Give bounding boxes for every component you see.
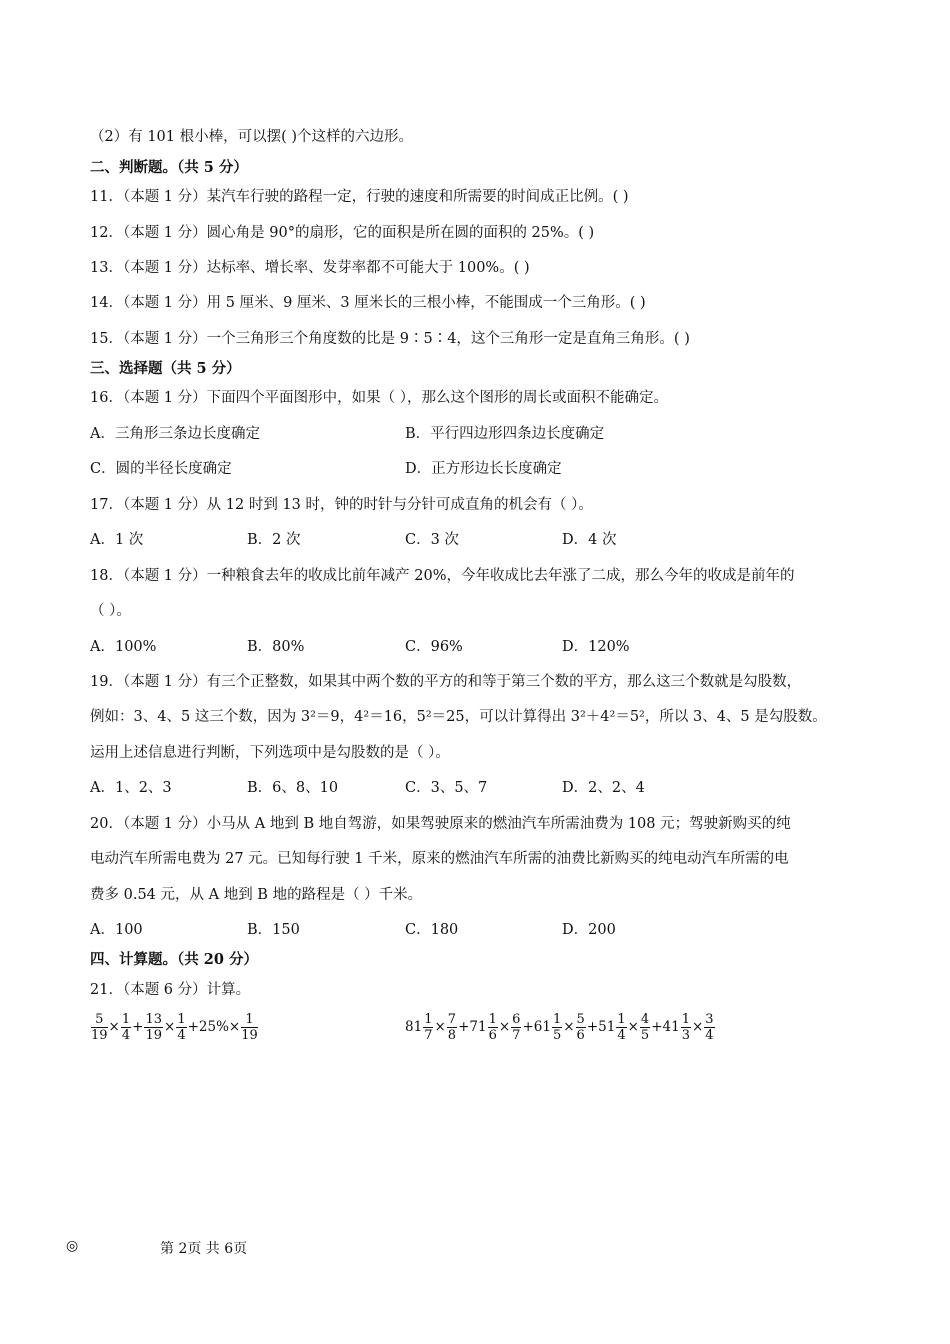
q20-option-a: A．100: [90, 922, 143, 938]
fraction: $\frac{7}{8}$: [447, 1012, 457, 1043]
q19-option-d: D．2、2、4: [562, 780, 645, 796]
q17-option-c: C．3 次: [405, 532, 459, 548]
question-13: 13．（本题 1 分）达标率、增长率、发芽率都不可能大于 100%。( ): [90, 260, 530, 276]
q17-option-b: B．2 次: [247, 532, 301, 548]
question-12: 12．（本题 1 分）圆心角是 90°的扇形，它的面积是所在圆的面积的 25%。( ): [90, 225, 595, 241]
q20-option-b: B．150: [247, 922, 300, 938]
question-21: 21．（本题 6 分）计算。: [90, 982, 251, 998]
fraction: $\frac{13}{19}$: [145, 1012, 162, 1043]
question-17: 17．（本题 1 分）从 12 时到 13 时，钟的时针与分针可成直角的机会有（ ）。: [90, 497, 593, 513]
q18-option-d: D．120%: [562, 639, 630, 655]
q16-option-d: D．正方形边长长度确定: [405, 461, 562, 477]
fraction: $\frac{1}{5}$: [552, 1012, 562, 1043]
question-19-line-2: 例如：3、4、5 这三个数，因为 3²＝9，4²＝16，5²＝25，可以计算得出 3²＋4²＝5²，所以 3、4、5 是勾股数。: [90, 709, 827, 725]
section-2-heading: 二、判断题。（共 5 分）: [90, 159, 248, 176]
fraction: $\frac{1}{7}$: [424, 1012, 433, 1043]
question-18-line-1: 18．（本题 1 分）一种粮食去年的收成比前年减产 20%，今年收成比去年涨了二成，那么今年的收成是前年的: [90, 568, 795, 584]
q17-option-a: A．1 次: [90, 532, 144, 548]
question-20-line-1: 20．（本题 1 分）小马从 A 地到 B 地自驾游，如果驾驶原来的燃油汽车所需油费为 108 元；驾驶新购买的纯: [90, 816, 791, 832]
fraction: $\frac{6}{7}$: [512, 1012, 521, 1043]
question-20-line-2: 电动汽车所需电费为 27 元。已知每行驶 1 千米，原来的燃油汽车所需的油费比新购买的纯电动汽车所需的电: [90, 851, 789, 867]
fraction: $\frac{1}{6}$: [488, 1012, 497, 1043]
footer-symbol: ◎: [66, 1238, 79, 1254]
question-15: 15．（本题 1 分）一个三角形三个角度数的比是 9∶5∶4，这个三角形一定是直角三角形。( ): [90, 331, 690, 347]
fraction: $\frac{4}{5}$: [640, 1012, 650, 1043]
q16-option-c: C．圆的半径长度确定: [90, 461, 232, 477]
page-number: 第 2页 共 6页: [160, 1241, 248, 1257]
question-11: 11．（本题 1 分）某汽车行驶的路程一定，行驶的速度和所需要的时间成正比例。( ): [90, 189, 629, 205]
question-14: 14．（本题 1 分）用 5 厘米、9 厘米、3 厘米长的三根小棒，不能围成一个三角形。( ): [90, 295, 646, 311]
q19-option-a: A．1、2、3: [90, 780, 172, 796]
question-19-line-1: 19．（本题 1 分）有三个正整数，如果其中两个数的平方的和等于第三个数的平方，那么这三个数就是勾股数，: [90, 674, 802, 690]
fraction: $\frac{1}{3}$: [681, 1012, 690, 1043]
q19-option-b: B．6、8、10: [247, 780, 339, 796]
q16-option-a: A．三角形三条边长度确定: [90, 426, 260, 442]
q18-option-a: A．100%: [90, 639, 157, 655]
fraction: $\frac{1}{4}$: [177, 1012, 186, 1043]
q18-option-c: C．96%: [405, 639, 463, 655]
q18-option-b: B．80%: [247, 639, 305, 655]
calc-expression-2: 81 $\frac{1}{7}$ × $\frac{7}{8}$ +71 $\frac{1}{6}$ × $\frac{6}{7}$ +61 $\frac{1}{5}$ × $\frac{5}{6}$ +51 $\frac{1}{4}$ × $\frac{4}{5}$ +41 $\frac{1}{3}$ × $\frac{3}{4}$: [405, 1012, 714, 1043]
fraction: $\frac{5}{19}$: [91, 1012, 108, 1043]
question-18-line-2: （ ）。: [90, 603, 131, 619]
fraction: $\frac{1}{4}$: [121, 1012, 131, 1043]
q20-option-d: D．200: [562, 922, 616, 938]
fraction: $\frac{3}{4}$: [705, 1012, 714, 1043]
fraction: $\frac{1}{19}$: [241, 1012, 258, 1043]
q19-option-c: C．3、5、7: [405, 780, 488, 796]
question-19-line-3: 运用上述信息进行判断，下列选项中是勾股数的是（ ）。: [90, 745, 450, 761]
question-10-part-2: （2）有 101 根小棒，可以摆( )个这样的六边形。: [90, 129, 414, 145]
fraction: $\frac{1}{4}$: [617, 1012, 626, 1043]
section-4-heading: 四、计算题。（共 20 分）: [90, 951, 259, 968]
calc-expression-1: $\frac{5}{19}$ × $\frac{1}{4}$ + $\frac{13}{19}$ × $\frac{1}{4}$ +25%× $\frac{1}{19}$: [91, 1012, 258, 1043]
q16-option-b: B．平行四边形四条边长度确定: [405, 426, 605, 442]
question-16: 16．（本题 1 分）下面四个平面图形中，如果（ ），那么这个图形的周长或面积不能确定。: [90, 390, 668, 406]
fraction: $\frac{5}{6}$: [576, 1012, 585, 1043]
question-20-line-3: 费多 0.54 元，从 A 地到 B 地的路程是（ ）千米。: [90, 887, 423, 903]
q17-option-d: D．4 次: [562, 532, 617, 548]
q20-option-c: C．180: [405, 922, 459, 938]
section-3-heading: 三、选择题（共 5 分）: [90, 360, 241, 377]
